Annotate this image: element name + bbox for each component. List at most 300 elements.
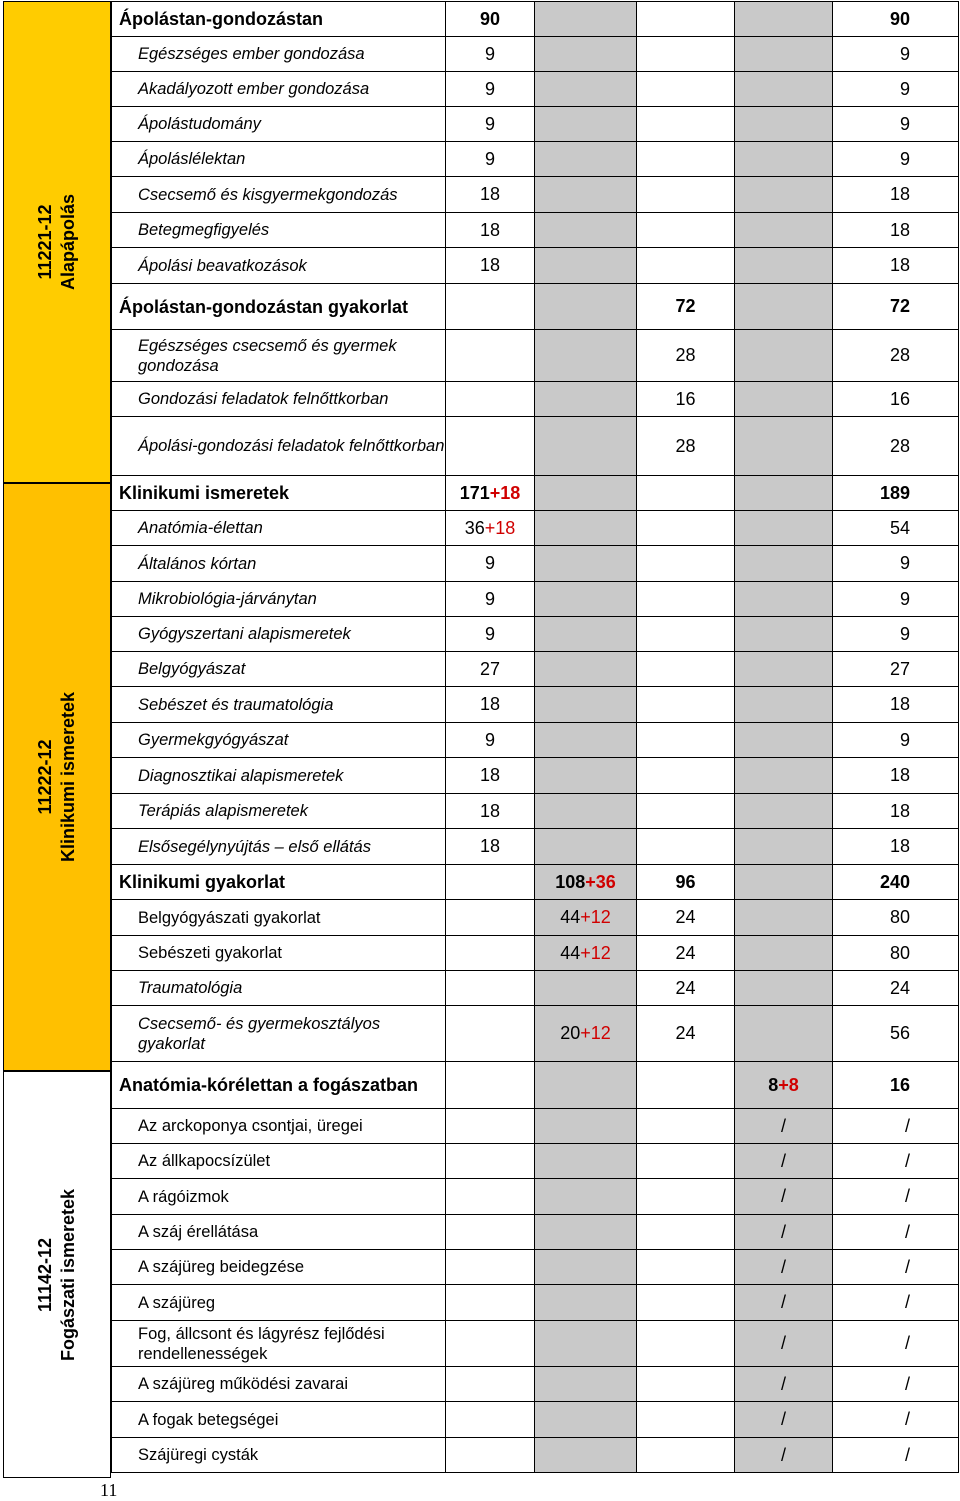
value-cell	[735, 971, 833, 1005]
section-code: 11142-12	[35, 1237, 55, 1312]
hours-extra: +12	[580, 907, 611, 927]
hours-value	[900, 114, 910, 135]
row-label: Ápolástudomány	[138, 115, 261, 133]
value-cell	[446, 617, 535, 651]
table-row	[111, 1006, 959, 1062]
hours-value	[675, 872, 695, 893]
row-label: Traumatológia	[138, 979, 243, 997]
value-cell	[446, 794, 535, 828]
row-label-cell	[111, 248, 446, 283]
hours-base: /	[904, 1373, 910, 1394]
hours-base: /	[780, 1333, 786, 1353]
row-label-cell	[111, 72, 446, 106]
value-cell	[446, 723, 535, 757]
hours-value	[880, 872, 910, 893]
hours-base: 9	[484, 729, 495, 750]
value-cell	[735, 476, 833, 510]
value-cell	[735, 177, 833, 212]
table-row	[111, 284, 959, 330]
value-cell	[735, 1250, 833, 1284]
section-name: Klinikumi ismeretek	[58, 691, 78, 863]
curriculum-table	[111, 1, 959, 1465]
hours-base: 24	[675, 1023, 696, 1043]
value-cell	[446, 1285, 535, 1320]
value-cell	[446, 37, 535, 71]
hours-base: 18	[889, 255, 910, 275]
hours-base: 18	[889, 800, 910, 821]
hours-base: 24	[889, 977, 910, 998]
hours-base: 18	[889, 836, 910, 856]
hours-base: 18	[479, 184, 501, 204]
value-cell	[637, 284, 735, 329]
value-cell	[637, 546, 735, 581]
value-cell	[735, 617, 833, 651]
row-label: Mikrobiológia-járványtan	[138, 590, 317, 608]
value-cell	[735, 936, 833, 970]
row-label: Csecsemő és kisgyermekgondozás	[138, 185, 398, 204]
table-row	[111, 1109, 959, 1144]
value-cell	[637, 1321, 735, 1366]
table-row	[111, 37, 959, 72]
value-cell	[735, 1144, 833, 1178]
value-cell	[535, 794, 637, 828]
value-cell	[446, 248, 535, 283]
hours-value	[900, 589, 910, 610]
row-label: Gyermekgyógyászat	[138, 731, 289, 749]
row-label-cell	[111, 582, 446, 616]
hours-value	[890, 694, 910, 715]
value-cell	[735, 511, 833, 545]
value-cell	[535, 1215, 637, 1249]
hours-base: 18	[479, 694, 501, 714]
hours-value	[480, 9, 500, 30]
hours-base: 16	[889, 388, 910, 409]
value-cell	[833, 546, 959, 581]
hours-value	[781, 1222, 786, 1243]
hours-base: 9	[484, 78, 495, 99]
value-cell	[535, 1109, 637, 1143]
table-row	[111, 546, 959, 582]
value-cell	[535, 1285, 637, 1320]
hours-value	[675, 436, 695, 457]
hours-base: 9	[899, 148, 910, 169]
value-cell	[735, 2, 833, 36]
row-label-cell	[111, 829, 446, 864]
value-cell	[833, 1438, 959, 1472]
hours-value	[675, 943, 695, 964]
value-cell	[535, 330, 637, 381]
hours-value	[900, 730, 910, 751]
hours-value	[905, 1409, 910, 1430]
hours-base: /	[904, 1409, 910, 1429]
value-cell	[833, 971, 959, 1005]
table-row	[111, 1367, 959, 1402]
table-row	[111, 1144, 959, 1179]
hours-value	[480, 765, 500, 786]
hours-value	[890, 389, 910, 410]
hours-base: 44	[560, 907, 581, 927]
hours-base: 9	[899, 78, 910, 99]
row-label: Az arckoponya csontjai, üregei	[138, 1117, 363, 1135]
value-cell	[637, 865, 735, 899]
value-cell	[446, 2, 535, 36]
value-cell	[637, 582, 735, 616]
hours-base: 9	[484, 553, 495, 573]
hours-value	[781, 1374, 786, 1395]
value-cell	[735, 1367, 833, 1401]
hours-value	[675, 978, 695, 999]
table-row	[111, 582, 959, 617]
value-cell	[535, 248, 637, 283]
section-klinikumi	[3, 483, 111, 1071]
row-label: Belgyógyászati gyakorlat	[138, 908, 321, 927]
row-label: Ápolási beavatkozások	[138, 256, 307, 275]
value-cell	[735, 1109, 833, 1143]
row-label: Klinikumi ismeretek	[119, 483, 290, 503]
value-cell	[535, 758, 637, 793]
hours-value	[905, 1186, 910, 1207]
hours-base: 24	[675, 942, 696, 963]
hours-base: /	[780, 1409, 786, 1429]
table-row	[111, 829, 959, 865]
hours-value	[675, 345, 695, 366]
hours-base: 18	[889, 694, 910, 714]
hours-base: 18	[479, 800, 501, 821]
hours-value	[905, 1151, 910, 1172]
hours-value	[560, 943, 611, 964]
hours-value	[485, 589, 495, 610]
hours-base: 28	[889, 345, 910, 365]
value-cell	[637, 72, 735, 106]
hours-value	[890, 907, 910, 928]
value-cell	[446, 1367, 535, 1401]
value-cell	[637, 476, 735, 510]
value-cell	[535, 1179, 637, 1214]
hours-extra: +36	[585, 871, 616, 892]
value-cell	[446, 1006, 535, 1061]
value-cell	[535, 1250, 637, 1284]
hours-value	[890, 220, 910, 241]
value-cell	[446, 142, 535, 176]
row-label: Klinikumi gyakorlat	[119, 872, 286, 892]
hours-base: 9	[899, 113, 910, 134]
value-cell	[637, 1215, 735, 1249]
value-cell	[637, 248, 735, 283]
value-cell	[833, 107, 959, 141]
hours-value	[480, 255, 500, 276]
row-label: Terápiás alapismeretek	[138, 802, 308, 820]
row-label-cell	[111, 1250, 446, 1284]
value-cell	[535, 382, 637, 416]
value-cell	[535, 617, 637, 651]
row-label: Csecsemő- és gyermekosztályos gyakorlat	[138, 1014, 381, 1053]
hours-base: /	[780, 1373, 786, 1394]
row-label: Gyógyszertani alapismeretek	[138, 625, 351, 643]
hours-value	[905, 1257, 910, 1278]
hours-base: 9	[484, 148, 495, 169]
section-alapapolas	[3, 1, 111, 483]
value-cell	[833, 1006, 959, 1061]
hours-base: 28	[675, 435, 696, 456]
hours-value	[890, 9, 910, 30]
value-cell	[735, 1438, 833, 1472]
value-cell	[446, 900, 535, 935]
hours-base: 9	[899, 43, 910, 64]
hours-value	[890, 801, 910, 822]
value-cell	[833, 1215, 959, 1249]
value-cell	[535, 284, 637, 329]
value-cell	[735, 900, 833, 935]
hours-base: 96	[675, 871, 696, 892]
hours-value	[900, 149, 910, 170]
section-fogaszati	[3, 1071, 111, 1478]
row-label-cell	[111, 1144, 446, 1178]
value-cell	[535, 865, 637, 899]
value-cell	[637, 829, 735, 864]
hours-base: 18	[889, 219, 910, 240]
table-row	[111, 1215, 959, 1250]
table-row	[111, 1285, 959, 1321]
value-cell	[637, 1367, 735, 1401]
section-code: 11221-12	[35, 204, 55, 280]
table-row	[111, 1402, 959, 1438]
row-label-cell	[111, 617, 446, 651]
value-cell	[446, 476, 535, 510]
value-cell	[637, 2, 735, 36]
table-row	[111, 1438, 959, 1473]
hours-base: 171	[459, 482, 490, 503]
hours-base: 80	[889, 907, 910, 927]
section-label	[34, 692, 80, 862]
value-cell	[535, 971, 637, 1005]
value-cell	[637, 723, 735, 757]
row-label-cell	[111, 1215, 446, 1249]
value-cell	[637, 1109, 735, 1143]
table-row	[111, 72, 959, 107]
hours-value	[890, 345, 910, 366]
row-label-cell	[111, 417, 446, 475]
value-cell	[735, 829, 833, 864]
value-cell	[833, 476, 959, 510]
hours-value	[900, 44, 910, 65]
value-cell	[735, 382, 833, 416]
hours-base: 18	[479, 255, 501, 275]
value-cell	[735, 723, 833, 757]
hours-base: 9	[899, 623, 910, 644]
value-cell	[535, 1367, 637, 1401]
value-cell	[833, 37, 959, 71]
row-label-cell	[111, 1062, 446, 1108]
value-cell	[446, 652, 535, 686]
row-label-cell	[111, 213, 446, 247]
hours-base: /	[780, 1186, 786, 1206]
row-label-cell	[111, 865, 446, 899]
value-cell	[735, 1285, 833, 1320]
hours-base: 18	[479, 765, 501, 785]
table-row	[111, 142, 959, 177]
hours-base: 16	[889, 1074, 910, 1095]
hours-base: 18	[479, 836, 501, 856]
value-cell	[446, 936, 535, 970]
hours-base: /	[904, 1150, 910, 1171]
value-cell	[833, 1321, 959, 1366]
hours-value	[890, 184, 910, 205]
row-label: Betegmegfigyelés	[138, 221, 270, 239]
value-cell	[446, 1321, 535, 1366]
hours-base: 240	[879, 871, 910, 892]
value-cell	[446, 417, 535, 475]
hours-base: /	[904, 1186, 910, 1206]
hours-value	[485, 114, 495, 135]
value-cell	[535, 177, 637, 212]
table-row	[111, 382, 959, 417]
value-cell	[833, 687, 959, 722]
row-label: Elsősegélynyújtás – első ellátás	[138, 837, 371, 856]
value-cell	[637, 617, 735, 651]
row-label: Anatómia-kórélettan a fogászatban	[119, 1075, 419, 1095]
hours-base: /	[780, 1221, 786, 1242]
value-cell	[446, 72, 535, 106]
row-label: Egészséges ember gondozása	[138, 45, 365, 63]
value-cell	[535, 1438, 637, 1472]
hours-extra: +12	[580, 942, 611, 963]
row-label: Diagnosztikai alapismeretek	[138, 766, 344, 785]
value-cell	[833, 758, 959, 793]
value-cell	[833, 617, 959, 651]
hours-value	[768, 1075, 799, 1096]
value-cell	[535, 1144, 637, 1178]
value-cell	[637, 971, 735, 1005]
value-cell	[735, 794, 833, 828]
hours-value	[560, 907, 611, 928]
hours-value	[890, 765, 910, 786]
row-label: A fogak betegségei	[138, 1410, 279, 1429]
hours-base: /	[780, 1115, 786, 1136]
value-cell	[535, 1402, 637, 1437]
hours-base: 80	[889, 942, 910, 963]
section-label	[34, 194, 80, 290]
hours-value	[905, 1222, 910, 1243]
value-cell	[637, 177, 735, 212]
value-cell	[833, 900, 959, 935]
value-cell	[446, 865, 535, 899]
hours-value	[485, 79, 495, 100]
row-label-cell	[111, 37, 446, 71]
hours-base: 90	[889, 8, 910, 29]
hours-base: 9	[484, 623, 495, 644]
hours-value	[890, 1075, 910, 1096]
hours-base: 9	[899, 553, 910, 573]
hours-base: 9	[484, 43, 495, 64]
value-cell	[833, 1402, 959, 1437]
value-cell	[833, 177, 959, 212]
value-cell	[833, 382, 959, 416]
hours-base: 36	[464, 517, 485, 538]
row-label: Ápolástan-gondozástan	[119, 9, 324, 29]
value-cell	[446, 1144, 535, 1178]
row-label-cell	[111, 687, 446, 722]
value-cell	[535, 72, 637, 106]
hours-base: 9	[484, 588, 495, 609]
hours-value	[905, 1374, 910, 1395]
value-cell	[637, 1062, 735, 1108]
row-label-cell	[111, 330, 446, 381]
value-cell	[535, 936, 637, 970]
page-number: 11	[100, 1480, 118, 1500]
value-cell	[735, 107, 833, 141]
hours-value	[890, 978, 910, 999]
value-cell	[735, 1402, 833, 1437]
value-cell	[637, 417, 735, 475]
row-label-cell	[111, 758, 446, 793]
row-label-cell	[111, 177, 446, 212]
table-row	[111, 617, 959, 652]
row-label-cell	[111, 971, 446, 1005]
hours-value	[480, 801, 500, 822]
row-label-cell	[111, 476, 446, 510]
hours-base: /	[904, 1115, 910, 1136]
table-row	[111, 330, 959, 382]
hours-base: 90	[479, 8, 501, 29]
hours-base: /	[780, 1444, 786, 1465]
value-cell	[735, 1006, 833, 1061]
value-cell	[446, 1062, 535, 1108]
table-row	[111, 687, 959, 723]
table-row	[111, 511, 959, 546]
value-cell	[637, 330, 735, 381]
row-label: Sebészeti gyakorlat	[138, 944, 282, 962]
value-cell	[833, 1367, 959, 1401]
hours-base: 54	[889, 517, 910, 538]
hours-extra: +18	[484, 517, 516, 538]
hours-base: 24	[675, 977, 696, 998]
value-cell	[535, 213, 637, 247]
value-cell	[446, 1179, 535, 1214]
row-label-cell	[111, 794, 446, 828]
table-row	[111, 794, 959, 829]
value-cell	[637, 1144, 735, 1178]
hours-base: /	[780, 1292, 786, 1312]
value-cell	[446, 1215, 535, 1249]
table-row	[111, 900, 959, 936]
row-label: Ápolási-gondozási feladatok felnőttkorban	[138, 437, 445, 455]
hours-extra: +18	[489, 482, 521, 503]
value-cell	[833, 723, 959, 757]
hours-value	[465, 518, 516, 539]
hours-base: 56	[889, 1023, 910, 1043]
hours-value	[890, 836, 910, 857]
value-cell	[735, 1321, 833, 1366]
value-cell	[535, 1321, 637, 1366]
value-cell	[637, 652, 735, 686]
value-cell	[735, 248, 833, 283]
row-label: Szájüregi cysták	[138, 1446, 259, 1464]
hours-value	[675, 389, 695, 410]
hours-base: /	[904, 1292, 910, 1312]
value-cell	[637, 1179, 735, 1214]
value-cell	[535, 107, 637, 141]
value-cell	[833, 829, 959, 864]
row-label-cell	[111, 1438, 446, 1472]
value-cell	[833, 248, 959, 283]
row-label: Anatómia-élettan	[138, 519, 263, 537]
value-cell	[535, 829, 637, 864]
hours-base: 18	[889, 184, 910, 204]
table-row	[111, 936, 959, 971]
hours-value	[480, 184, 500, 205]
hours-value	[485, 553, 495, 574]
value-cell	[637, 794, 735, 828]
